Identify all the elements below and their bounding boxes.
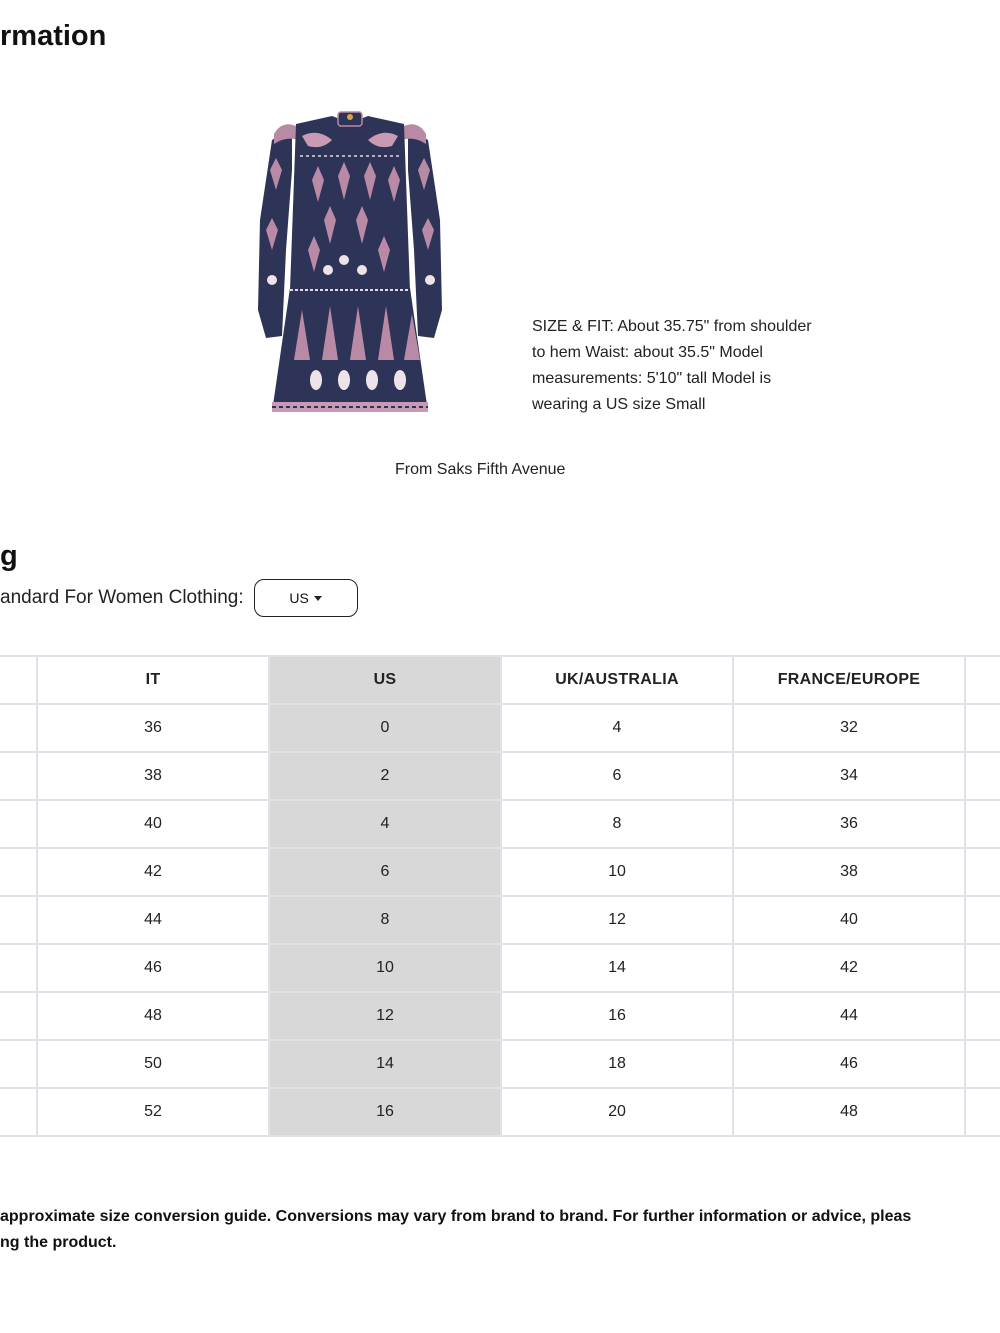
table-cell: 52: [37, 1088, 269, 1136]
table-cell: 6: [269, 848, 501, 896]
size-fit-description: SIZE & FIT: About 35.75" from shoulder to hem Waist: about 35.5" Model measurements: 5'10" tall Model is wearing a US size Small: [532, 318, 812, 413]
size-conversion-table: [0, 655, 1000, 1137]
size-standard-label: andard For Women Clothing:: [0, 587, 244, 608]
column-header: [965, 656, 1000, 704]
column-header-it: IT: [37, 656, 269, 704]
table-cell: 46: [733, 1040, 965, 1088]
caret-down-icon: [314, 596, 322, 601]
table-row: [0, 1040, 1000, 1088]
table-row: [0, 800, 1000, 848]
disclaimer-line-1: approximate size conversion guide. Conversions may vary from brand to brand. For further information or advice, pleas: [0, 1208, 912, 1225]
table-cell: [965, 848, 1000, 896]
table-row: [0, 896, 1000, 944]
disclaimer-line-2: ng the product.: [0, 1234, 117, 1251]
column-header: [0, 656, 37, 704]
table-cell: [965, 800, 1000, 848]
column-header-france-europe: FRANCE/EUROPE: [733, 656, 965, 704]
table-cell: 36: [733, 800, 965, 848]
table-cell: 12: [501, 896, 733, 944]
table-cell: 8: [501, 800, 733, 848]
table-cell: 16: [501, 992, 733, 1040]
table-cell: [0, 848, 37, 896]
column-header-uk-australia: UK/AUSTRALIA: [501, 656, 733, 704]
table-cell: 42: [733, 944, 965, 992]
table-cell: 40: [37, 800, 269, 848]
size-standard-row: [0, 578, 358, 618]
table-cell: [965, 944, 1000, 992]
table-cell: 10: [269, 944, 501, 992]
table-cell: [965, 752, 1000, 800]
table-cell: 44: [733, 992, 965, 1040]
size-disclaimer: [0, 1204, 911, 1256]
table-cell: [965, 1088, 1000, 1136]
table-row: [0, 704, 1000, 752]
size-standard-dropdown[interactable]: [254, 579, 358, 617]
table-cell: [0, 944, 37, 992]
table-cell: [0, 1088, 37, 1136]
table-cell: 18: [501, 1040, 733, 1088]
table-cell: 2: [269, 752, 501, 800]
table-cell: 20: [501, 1088, 733, 1136]
table-cell: 48: [733, 1088, 965, 1136]
table-row: [0, 944, 1000, 992]
table-cell: 6: [501, 752, 733, 800]
sizing-heading: g: [0, 540, 18, 572]
table-cell: [965, 1040, 1000, 1088]
product-source: From Saks Fifth Avenue: [395, 461, 566, 478]
table-cell: [0, 752, 37, 800]
table-row: [0, 848, 1000, 896]
table-cell: 44: [37, 896, 269, 944]
table-cell: [0, 704, 37, 752]
table-cell: 40: [733, 896, 965, 944]
table-cell: 14: [269, 1040, 501, 1088]
table-cell: 12: [269, 992, 501, 1040]
column-header-us: US: [269, 656, 501, 704]
table-row: [0, 992, 1000, 1040]
table-cell: 8: [269, 896, 501, 944]
table-cell: [965, 992, 1000, 1040]
table-cell: 42: [37, 848, 269, 896]
table-cell: [965, 704, 1000, 752]
product-information-heading: rmation: [0, 20, 107, 52]
table-cell: 0: [269, 704, 501, 752]
table-cell: 38: [733, 848, 965, 896]
table-cell: 48: [37, 992, 269, 1040]
table-cell: [0, 896, 37, 944]
table-cell: 4: [501, 704, 733, 752]
table-row: [0, 1088, 1000, 1136]
size-standard-selected: US: [289, 590, 309, 606]
table-row: [0, 752, 1000, 800]
table-cell: 36: [37, 704, 269, 752]
table-header-row: [0, 656, 1000, 704]
table-cell: 4: [269, 800, 501, 848]
table-cell: 16: [269, 1088, 501, 1136]
table-cell: [965, 896, 1000, 944]
table-cell: [0, 1040, 37, 1088]
dress-image: [252, 110, 448, 420]
table-cell: 34: [733, 752, 965, 800]
table-cell: 38: [37, 752, 269, 800]
table-cell: 50: [37, 1040, 269, 1088]
table-cell: [0, 800, 37, 848]
table-cell: [0, 992, 37, 1040]
table-cell: 14: [501, 944, 733, 992]
table-cell: 10: [501, 848, 733, 896]
table-cell: 32: [733, 704, 965, 752]
table-cell: 46: [37, 944, 269, 992]
